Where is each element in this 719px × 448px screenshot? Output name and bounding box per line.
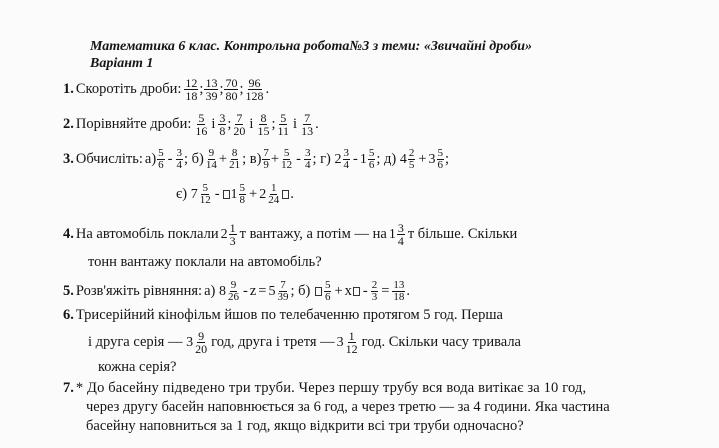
fraction: $\frac{1}{3}$ [229, 221, 236, 248]
fraction: $\frac{3}{8}$ [219, 111, 226, 138]
task-text: Трисерійний кінофільм йшов по телебаченню протягом 5 год. Перша [75, 307, 503, 323]
task-7-end [86, 418, 524, 435]
task-text: На автомобіль поклали [75, 226, 219, 242]
fraction: $\frac{8}{15}$ [257, 111, 270, 138]
placeholder-box [223, 190, 230, 199]
fraction: $\frac{3}{4}$ [343, 147, 350, 171]
task-text: Скоротіть дроби: [75, 81, 182, 97]
fraction: $\frac{70}{80}$ [225, 76, 238, 103]
task-text: кожна серія? [98, 359, 177, 375]
task-6 [63, 307, 505, 324]
task-3-e: є) 7 $\frac{5}{12}$ - 1 $\frac{5}{8}$ + 2 $\frac{1}{24}$ . [176, 182, 294, 206]
fraction: $\frac{5}{6}$ [368, 147, 375, 171]
fraction: $\frac{5}{12}$ [199, 182, 211, 206]
task-7-cont [86, 399, 610, 416]
fraction: $\frac{8}{21}$ [229, 147, 241, 171]
task-6-cont: і друга серія — 3 $\frac{9}{20}$ год, друга і третя — 3 $\frac{1}{12}$ год. Скільки часу тривала [88, 329, 521, 356]
task-1: 1. Скоротіть дроби: $\frac{12}{18}$ ; $\frac{13}{39}$ ; $\frac{70}{80}$ ; $\frac{96}{128}$ . [63, 76, 270, 103]
fraction: $\frac{5}{6}$ [324, 279, 331, 303]
fraction: $\frac{1}{24}$ [268, 182, 280, 206]
fraction: $\frac{9}{26}$ [227, 279, 239, 303]
fraction: $\frac{2}{5}$ [408, 147, 415, 171]
fraction: $\frac{5}{16}$ [195, 111, 208, 138]
task-6-end [98, 359, 176, 376]
task-4: 4. На автомобіль поклали 2 $\frac{1}{3}$ т вантажу, а потім — на 1 $\frac{3}{4}$ т більше. Скільки [63, 221, 518, 248]
fraction: $\frac{7}{20}$ [233, 111, 246, 138]
fraction: $\frac{13}{18}$ [393, 279, 405, 303]
fraction: $\frac{5}{6}$ [437, 147, 444, 171]
fraction: $\frac{7}{13}$ [301, 111, 314, 138]
fraction: $\frac{5}{12}$ [281, 147, 293, 171]
task-number: 7. [63, 380, 74, 396]
task-text: Порівняйте дроби: [75, 116, 192, 132]
fraction: $\frac{3}{4}$ [397, 221, 404, 248]
fraction: $\frac{5}{8}$ [239, 182, 246, 206]
task-number: 2. [63, 116, 74, 132]
task-4-cont [88, 254, 322, 271]
task-text: басейну наповниться за 1 год, якщо відкрити всі три труби одночасно? [86, 418, 524, 434]
fraction: $\frac{5}{11}$ [277, 111, 290, 138]
task-text: і друга серія — [88, 334, 183, 350]
fraction: $\frac{9}{14}$ [205, 147, 217, 171]
fraction: $\frac{13}{39}$ [205, 76, 218, 103]
task-text: Розв'яжіть рівняння: [75, 283, 203, 299]
task-text: тонн вантажу поклали на автомобіль? [88, 254, 322, 270]
fraction: $\frac{2}{3}$ [371, 279, 378, 303]
placeholder-box [353, 287, 360, 296]
fraction: $\frac{5}{6}$ [158, 147, 164, 171]
task-number: 6. [63, 307, 74, 323]
task-2: 2. Порівняйте дроби: $\frac{5}{16}$ і $\frac{3}{8}$ ; $\frac{7}{20}$ і $\frac{8}{15}$ ; $\frac{5}{11}$ і $\frac{7}{13}$ . [63, 111, 319, 138]
fraction: $\frac{1}{12}$ [345, 329, 358, 356]
fraction: $\frac{96}{128}$ [245, 76, 264, 103]
task-number: 4. [63, 226, 74, 242]
fraction: $\frac{3}{4}$ [176, 147, 183, 171]
task-text: Обчисліть: [75, 151, 143, 167]
task-number: 3. [63, 151, 74, 167]
fraction: $\frac{12}{18}$ [185, 76, 198, 103]
task-text: * До басейну підведено три труби. Через першу трубу вся вода витікає за 10 год, [75, 380, 587, 396]
worksheet-title: Математика 6 клас. Контрольна робота№3 з теми: «Звичайні дроби» [90, 39, 532, 54]
placeholder-box [315, 287, 322, 296]
placeholder-box [282, 190, 289, 199]
task-number: 1. [63, 81, 74, 97]
task-5: 5. Розв'яжіть рівняння: а) 8 $\frac{9}{26}$ - z = 5 $\frac{7}{39}$ ; б) $\frac{5}{6}$ + x - $\frac{2}{3}$ = $\frac{13}{18}$ . [63, 279, 411, 303]
task-number: 5. [63, 283, 74, 299]
fraction: $\frac{3}{4}$ [304, 147, 311, 171]
variant-label: Варіант 1 [90, 56, 154, 71]
fraction: $\frac{7}{39}$ [277, 279, 289, 303]
fraction: $\frac{9}{20}$ [195, 329, 208, 356]
task-3: 3. Обчисліть: а) $\frac{5}{6}$ - $\frac{3}{4}$ ; б) $\frac{9}{14}$ + $\frac{8}{21}$ ; в) $\frac{7}{9}$ + $\frac{5}{12}$ - $\frac{3}{4}$ ; г) 2 $\frac{3}{4}$ - 1 $\frac{5}{6}$ ; д) 4 $\frac{2}{5}$ + 3 $\frac{5}{6}$ ; [63, 147, 450, 171]
fraction: $\frac{7}{9}$ [263, 147, 269, 171]
task-7 [63, 380, 588, 397]
task-text: через другу басейн наповнюється за 6 год, а через третю — за 4 години. Яка частина [86, 399, 610, 415]
